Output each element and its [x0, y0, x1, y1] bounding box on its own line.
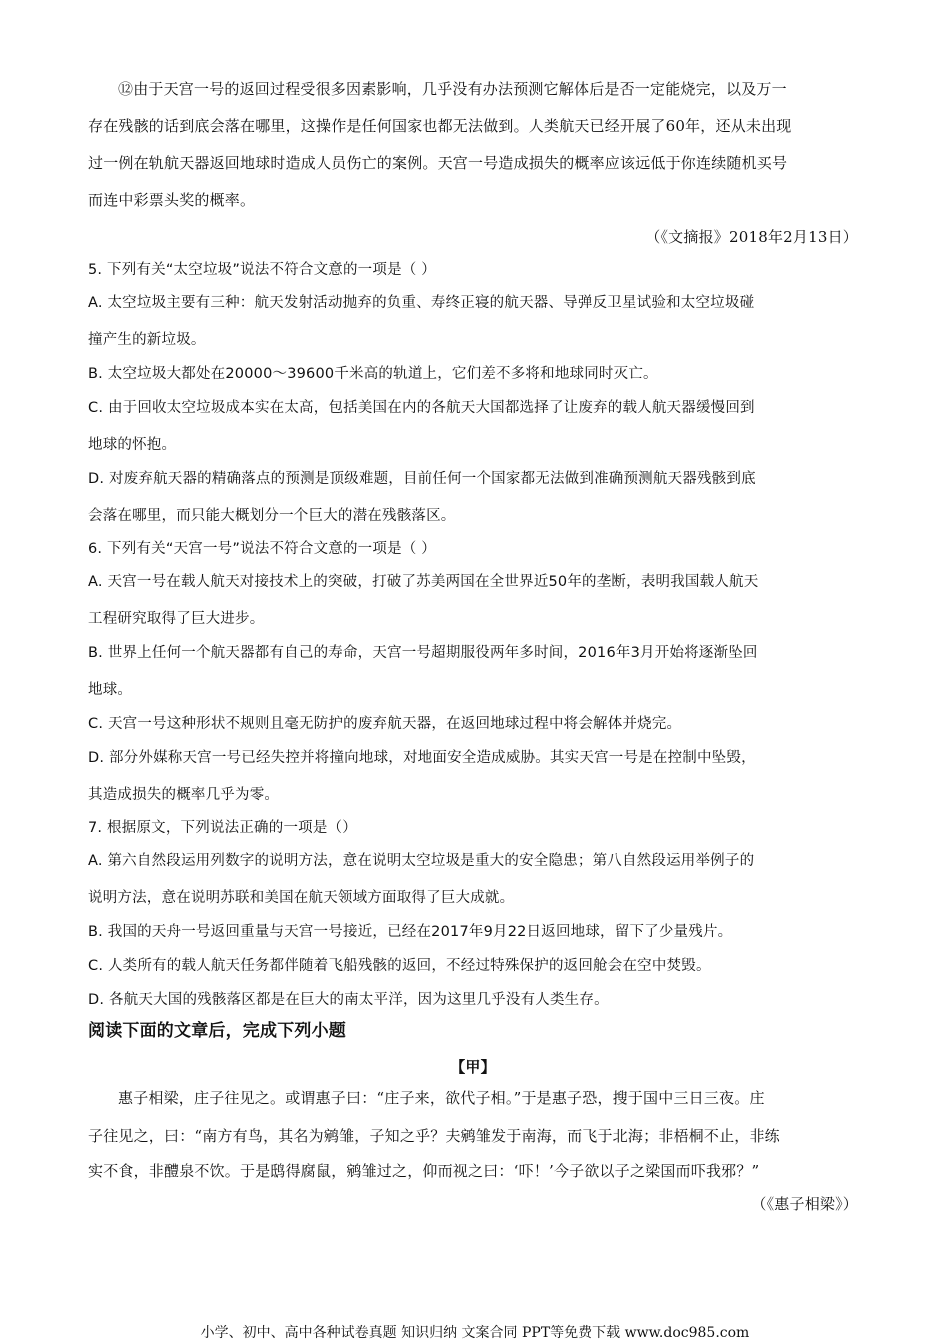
question-5-option-c-line-1: C. 由于回收太空垃圾成本实在太高，包括美国在内的各航天大国都选择了让废弃的载人航天器缓慢回到	[88, 400, 755, 416]
question-7-option-a-line-2: 说明方法，意在说明苏联和美国在航天领域方面取得了巨大成就。	[88, 890, 515, 906]
question-6-option-d-line-2: 其造成损失的概率几乎为零。	[88, 787, 280, 803]
question-7-option-d: D. 各航天大国的残骸落区都是在巨大的南太平洋，因为这里几乎没有人类生存。	[88, 992, 609, 1008]
question-6-option-b-line-2: 地球。	[88, 682, 133, 698]
question-5-option-d-line-2: 会落在哪里，而只能大概划分一个巨大的潜在残骸落区。	[88, 508, 456, 524]
question-5-option-a-line-2: 撞产生的新垃圾。	[88, 332, 206, 348]
question-5-option-d-line-1: D. 对废弃航天器的精确落点的预测是顶级难题，目前任何一个国家都无法做到准确预测航天器残骸到底	[88, 471, 756, 487]
page-footer: 小学、初中、高中各种试卷真题 知识归纳 文案合同 PPT等免费下载 www.doc985.com	[200, 1325, 750, 1341]
question-7-stem: 7. 根据原文，下列说法正确的一项是（）	[88, 820, 357, 836]
question-6-option-a-line-2: 工程研究取得了巨大进步。	[88, 611, 265, 627]
question-5-option-c-line-2: 地球的怀抱。	[88, 437, 177, 453]
passage-line-4: 而连中彩票头奖的概率。	[88, 191, 256, 209]
passage-line-3: 过一例在轨航天器返回地球时造成人员伤亡的案例。天宫一号造成损失的概率应该远低于你连续随机买号	[88, 154, 788, 172]
section-heading: 阅读下面的文章后，完成下列小题	[88, 1021, 346, 1041]
question-7-option-c: C. 人类所有的载人航天任务都伴随着飞船残骸的返回，不经过特殊保护的返回舱会在空中焚毁。	[88, 958, 711, 974]
reading-line-1: 惠子相梁，庄子往见之。或谓惠子曰：“庄子来，欲代子相。”于是惠子恐，搜于国中三日三夜。庄	[118, 1089, 765, 1107]
question-6-option-d-line-1: D. 部分外媒称天宫一号已经失控并将撞向地球，对地面安全造成威胁。其实天宫一号是在控制中坠毁，	[88, 750, 756, 766]
question-5-stem: 5. 下列有关“太空垃圾”说法不符合文意的一项是（ ）	[88, 262, 436, 278]
question-6-option-a-line-1: A. 天宫一号在载人航天对接技术上的突破，打破了苏美两国在全世界近50年的垄断，表明我国载人航天	[88, 574, 759, 590]
section-subheading: 【甲】	[450, 1058, 496, 1076]
question-6-stem: 6. 下列有关“天宫一号”说法不符合文意的一项是（ ）	[88, 541, 436, 557]
question-6-option-c: C. 天宫一号这种形状不规则且毫无防护的废弃航天器，在返回地球过程中将会解体并烧完。	[88, 716, 682, 732]
question-7-option-b: B. 我国的天舟一号返回重量与天宫一号接近，已经在2017年9月22日返回地球，留下了少量残片。	[88, 924, 733, 940]
passage-line-1: ⑫由于天宫一号的返回过程受很多因素影响，几乎没有办法预测它解体后是否一定能烧完，以及万一	[118, 80, 787, 98]
reading-source: （《惠子相梁》）	[751, 1195, 858, 1213]
question-6-option-b-line-1: B. 世界上任何一个航天器都有自己的寿命，天宫一号超期服役两年多时间，2016年3月开始将逐渐坠回	[88, 645, 758, 661]
question-5-option-b: B. 太空垃圾大都处在20000～39600千米高的轨道上，它们差不多将和地球同时灭亡。	[88, 366, 658, 382]
passage-line-2: 存在残骸的话到底会落在哪里，这操作是任何国家也都无法做到。人类航天已经开展了60年，还从未出现	[88, 117, 792, 135]
reading-line-2: 子往见之，曰：“南方有鸟，其名为鹓雏，子知之乎？夫鹓雏发于南海，而飞于北海；非梧桐不止，非练	[88, 1127, 780, 1145]
passage-source: （《文摘报》2018年2月13日）	[645, 228, 858, 246]
reading-line-3: 实不食，非醴泉不饮。于是鸱得腐鼠，鹓雏过之，仰而视之曰：‘吓！’今子欲以子之梁国而吓我邪？”	[88, 1162, 760, 1180]
question-7-option-a-line-1: A. 第六自然段运用列数字的说明方法，意在说明太空垃圾是重大的安全隐患；第八自然段运用举例子的	[88, 853, 755, 869]
question-5-option-a-line-1: A. 太空垃圾主要有三种：航天发射活动抛弃的负重、寿终正寝的航天器、导弹反卫星试验和太空垃圾碰	[88, 295, 755, 311]
